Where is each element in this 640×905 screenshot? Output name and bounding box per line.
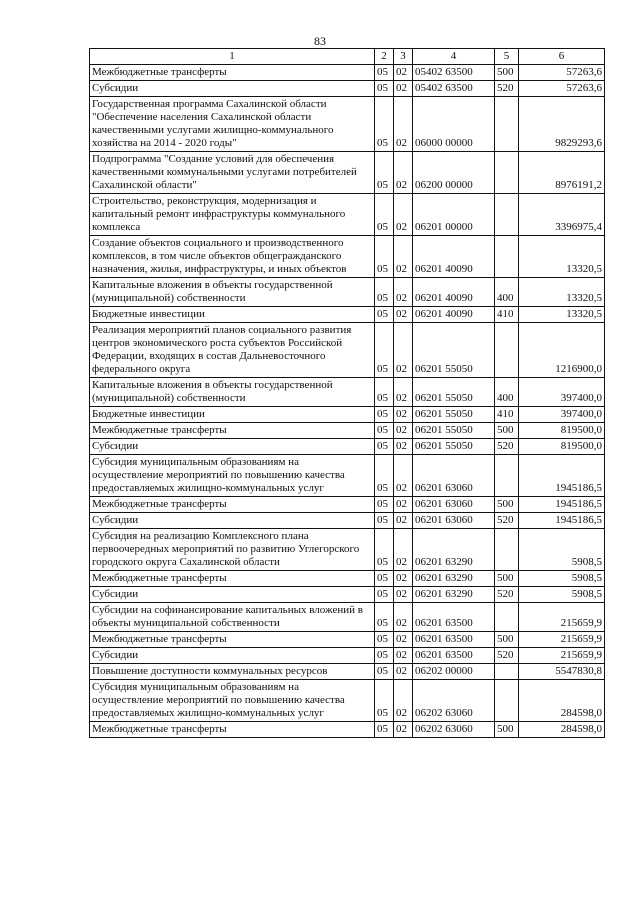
row-amount: 13320,5 — [519, 236, 605, 278]
row-expense-type — [495, 152, 519, 194]
row-subsection: 02 — [394, 664, 413, 680]
table-header-row — [90, 49, 605, 65]
row-subsection: 02 — [394, 278, 413, 307]
row-subsection: 02 — [394, 648, 413, 664]
row-subsection: 02 — [394, 529, 413, 571]
table-row — [90, 97, 605, 152]
row-target-article: 06201 55050 — [413, 378, 495, 407]
row-expense-type: 410 — [495, 407, 519, 423]
row-expense-type — [495, 664, 519, 680]
page-number: 83 — [314, 34, 326, 48]
row-subsection: 02 — [394, 603, 413, 632]
row-name: Межбюджетные трансферты — [90, 423, 375, 439]
row-amount: 819500,0 — [519, 439, 605, 455]
row-expense-type — [495, 529, 519, 571]
row-name: Бюджетные инвестиции — [90, 307, 375, 323]
row-target-article: 06201 63500 — [413, 632, 495, 648]
row-expense-type — [495, 455, 519, 497]
row-amount: 284598,0 — [519, 722, 605, 738]
row-name: Субсидии — [90, 81, 375, 97]
table-row — [90, 632, 605, 648]
row-name: Субсидии — [90, 513, 375, 529]
table-row — [90, 378, 605, 407]
row-section: 05 — [375, 81, 394, 97]
row-expense-type: 500 — [495, 65, 519, 81]
row-expense-type — [495, 323, 519, 378]
row-target-article: 06201 63290 — [413, 571, 495, 587]
table-row — [90, 571, 605, 587]
row-expense-type — [495, 680, 519, 722]
row-subsection: 02 — [394, 513, 413, 529]
row-amount: 215659,9 — [519, 648, 605, 664]
row-expense-type: 410 — [495, 307, 519, 323]
header-col-1: 1 — [90, 49, 375, 65]
row-name: Капитальные вложения в объекты государственной (муниципальной) собственности — [90, 378, 375, 407]
row-amount: 57263,6 — [519, 81, 605, 97]
row-target-article: 06201 63500 — [413, 603, 495, 632]
row-amount: 57263,6 — [519, 65, 605, 81]
row-target-article: 06201 00000 — [413, 194, 495, 236]
row-section: 05 — [375, 664, 394, 680]
row-target-article: 06202 00000 — [413, 664, 495, 680]
table-row — [90, 603, 605, 632]
row-subsection: 02 — [394, 722, 413, 738]
row-target-article: 06201 55050 — [413, 439, 495, 455]
row-section: 05 — [375, 278, 394, 307]
row-section: 05 — [375, 603, 394, 632]
table-row — [90, 455, 605, 497]
row-target-article: 05402 63500 — [413, 81, 495, 97]
header-col-2: 2 — [375, 49, 394, 65]
row-expense-type: 520 — [495, 81, 519, 97]
row-subsection: 02 — [394, 632, 413, 648]
row-name: Подпрограмма "Создание условий для обеспечения качественными коммунальными услугами потребителей Сахалинской области" — [90, 152, 375, 194]
row-amount: 5547830,8 — [519, 664, 605, 680]
header-col-3: 3 — [394, 49, 413, 65]
row-amount: 215659,9 — [519, 603, 605, 632]
row-amount: 1945186,5 — [519, 497, 605, 513]
row-name: Субсидии — [90, 648, 375, 664]
row-target-article: 06000 00000 — [413, 97, 495, 152]
header-col-6: 6 — [519, 49, 605, 65]
row-name: Капитальные вложения в объекты государственной (муниципальной) собственности — [90, 278, 375, 307]
row-expense-type — [495, 97, 519, 152]
row-section: 05 — [375, 648, 394, 664]
row-target-article: 06201 63060 — [413, 513, 495, 529]
row-expense-type — [495, 236, 519, 278]
row-expense-type — [495, 603, 519, 632]
budget-table — [89, 48, 605, 738]
row-target-article: 05402 63500 — [413, 65, 495, 81]
row-target-article: 06201 63290 — [413, 529, 495, 571]
table-row — [90, 65, 605, 81]
row-name: Субсидия муниципальным образованиям на осуществление мероприятий по повышению качества предоставляемых жилищно-коммунальных услуг — [90, 680, 375, 722]
row-amount: 284598,0 — [519, 680, 605, 722]
row-subsection: 02 — [394, 236, 413, 278]
table-row — [90, 81, 605, 97]
table-row — [90, 648, 605, 664]
row-expense-type: 500 — [495, 722, 519, 738]
row-amount: 397400,0 — [519, 378, 605, 407]
row-amount: 5908,5 — [519, 571, 605, 587]
row-section: 05 — [375, 152, 394, 194]
table-row — [90, 722, 605, 738]
row-target-article: 06201 40090 — [413, 307, 495, 323]
row-section: 05 — [375, 236, 394, 278]
row-section: 05 — [375, 65, 394, 81]
table-row — [90, 587, 605, 603]
table-row — [90, 194, 605, 236]
row-section: 05 — [375, 323, 394, 378]
row-section: 05 — [375, 307, 394, 323]
row-expense-type: 400 — [495, 278, 519, 307]
row-amount: 5908,5 — [519, 529, 605, 571]
row-name: Межбюджетные трансферты — [90, 65, 375, 81]
row-name: Субсидии — [90, 587, 375, 603]
row-target-article: 06201 40090 — [413, 278, 495, 307]
table-row — [90, 323, 605, 378]
row-name: Создание объектов социального и производственного комплексов, в том числе объектов общегражданского назначения, жилья, инфраструктуры, и иных объектов — [90, 236, 375, 278]
row-section: 05 — [375, 439, 394, 455]
row-name: Межбюджетные трансферты — [90, 632, 375, 648]
row-name: Субсидия муниципальным образованиям на осуществление мероприятий по повышению качества предоставляемых жилищно-коммунальных услуг — [90, 455, 375, 497]
row-section: 05 — [375, 407, 394, 423]
table-row — [90, 152, 605, 194]
row-target-article: 06200 00000 — [413, 152, 495, 194]
row-name: Реализация мероприятий планов социального развития центров экономического роста субъектов Российской Федерации, входящих в состав Дальневосточного федерального округа — [90, 323, 375, 378]
row-amount: 215659,9 — [519, 632, 605, 648]
row-name: Межбюджетные трансферты — [90, 722, 375, 738]
row-section: 05 — [375, 423, 394, 439]
row-expense-type: 500 — [495, 632, 519, 648]
row-name: Строительство, реконструкция, модернизация и капитальный ремонт инфраструктуры коммунального комплекса — [90, 194, 375, 236]
row-target-article: 06201 63290 — [413, 587, 495, 603]
row-section: 05 — [375, 680, 394, 722]
table-row — [90, 407, 605, 423]
row-target-article: 06201 55050 — [413, 407, 495, 423]
row-section: 05 — [375, 497, 394, 513]
table-row — [90, 278, 605, 307]
row-amount: 9829293,6 — [519, 97, 605, 152]
row-target-article: 06202 63060 — [413, 680, 495, 722]
table-row — [90, 439, 605, 455]
row-subsection: 02 — [394, 439, 413, 455]
table-row — [90, 529, 605, 571]
row-section: 05 — [375, 571, 394, 587]
row-section: 05 — [375, 513, 394, 529]
row-target-article: 06201 63500 — [413, 648, 495, 664]
row-amount: 819500,0 — [519, 423, 605, 439]
row-amount: 13320,5 — [519, 278, 605, 307]
row-expense-type: 520 — [495, 648, 519, 664]
row-subsection: 02 — [394, 571, 413, 587]
row-target-article: 06201 40090 — [413, 236, 495, 278]
row-target-article: 06201 63060 — [413, 497, 495, 513]
table-row — [90, 664, 605, 680]
row-section: 05 — [375, 378, 394, 407]
table-row — [90, 236, 605, 278]
row-subsection: 02 — [394, 152, 413, 194]
row-name: Субсидии на софинансирование капитальных вложений в объекты муниципальной собственности — [90, 603, 375, 632]
table-row — [90, 513, 605, 529]
row-name: Субсидии — [90, 439, 375, 455]
row-amount: 3396975,4 — [519, 194, 605, 236]
row-target-article: 06201 63060 — [413, 455, 495, 497]
row-name: Бюджетные инвестиции — [90, 407, 375, 423]
row-section: 05 — [375, 587, 394, 603]
row-expense-type: 520 — [495, 513, 519, 529]
row-section: 05 — [375, 194, 394, 236]
row-target-article: 06202 63060 — [413, 722, 495, 738]
row-target-article: 06201 55050 — [413, 323, 495, 378]
row-section: 05 — [375, 455, 394, 497]
row-amount: 8976191,2 — [519, 152, 605, 194]
row-expense-type — [495, 194, 519, 236]
header-col-4: 4 — [413, 49, 495, 65]
header-col-5: 5 — [495, 49, 519, 65]
row-expense-type: 500 — [495, 571, 519, 587]
row-subsection: 02 — [394, 97, 413, 152]
row-subsection: 02 — [394, 497, 413, 513]
table-row — [90, 307, 605, 323]
table-row — [90, 497, 605, 513]
row-name: Субсидия на реализацию Комплексного плана первоочередных мероприятий по развитию Углегорского городского округа Сахалинской области — [90, 529, 375, 571]
row-expense-type: 520 — [495, 587, 519, 603]
row-subsection: 02 — [394, 407, 413, 423]
row-name: Межбюджетные трансферты — [90, 571, 375, 587]
row-name: Повышение доступности коммунальных ресурсов — [90, 664, 375, 680]
row-section: 05 — [375, 529, 394, 571]
row-subsection: 02 — [394, 680, 413, 722]
row-subsection: 02 — [394, 65, 413, 81]
row-amount: 1216900,0 — [519, 323, 605, 378]
row-subsection: 02 — [394, 587, 413, 603]
row-subsection: 02 — [394, 194, 413, 236]
row-subsection: 02 — [394, 307, 413, 323]
row-section: 05 — [375, 722, 394, 738]
row-target-article: 06201 55050 — [413, 423, 495, 439]
row-amount: 13320,5 — [519, 307, 605, 323]
row-amount: 1945186,5 — [519, 455, 605, 497]
row-subsection: 02 — [394, 378, 413, 407]
row-amount: 5908,5 — [519, 587, 605, 603]
table-row — [90, 680, 605, 722]
row-subsection: 02 — [394, 81, 413, 97]
table-row — [90, 423, 605, 439]
row-section: 05 — [375, 632, 394, 648]
row-subsection: 02 — [394, 455, 413, 497]
row-name: Межбюджетные трансферты — [90, 497, 375, 513]
row-name: Государственная программа Сахалинской области "Обеспечение населения Сахалинской области качественными услугами жилищно-коммунального хозяйства на 2014 - 2020 годы" — [90, 97, 375, 152]
row-expense-type: 520 — [495, 439, 519, 455]
row-expense-type: 500 — [495, 423, 519, 439]
row-amount: 1945186,5 — [519, 513, 605, 529]
row-expense-type: 500 — [495, 497, 519, 513]
row-subsection: 02 — [394, 423, 413, 439]
row-subsection: 02 — [394, 323, 413, 378]
row-section: 05 — [375, 97, 394, 152]
row-amount: 397400,0 — [519, 407, 605, 423]
row-expense-type: 400 — [495, 378, 519, 407]
